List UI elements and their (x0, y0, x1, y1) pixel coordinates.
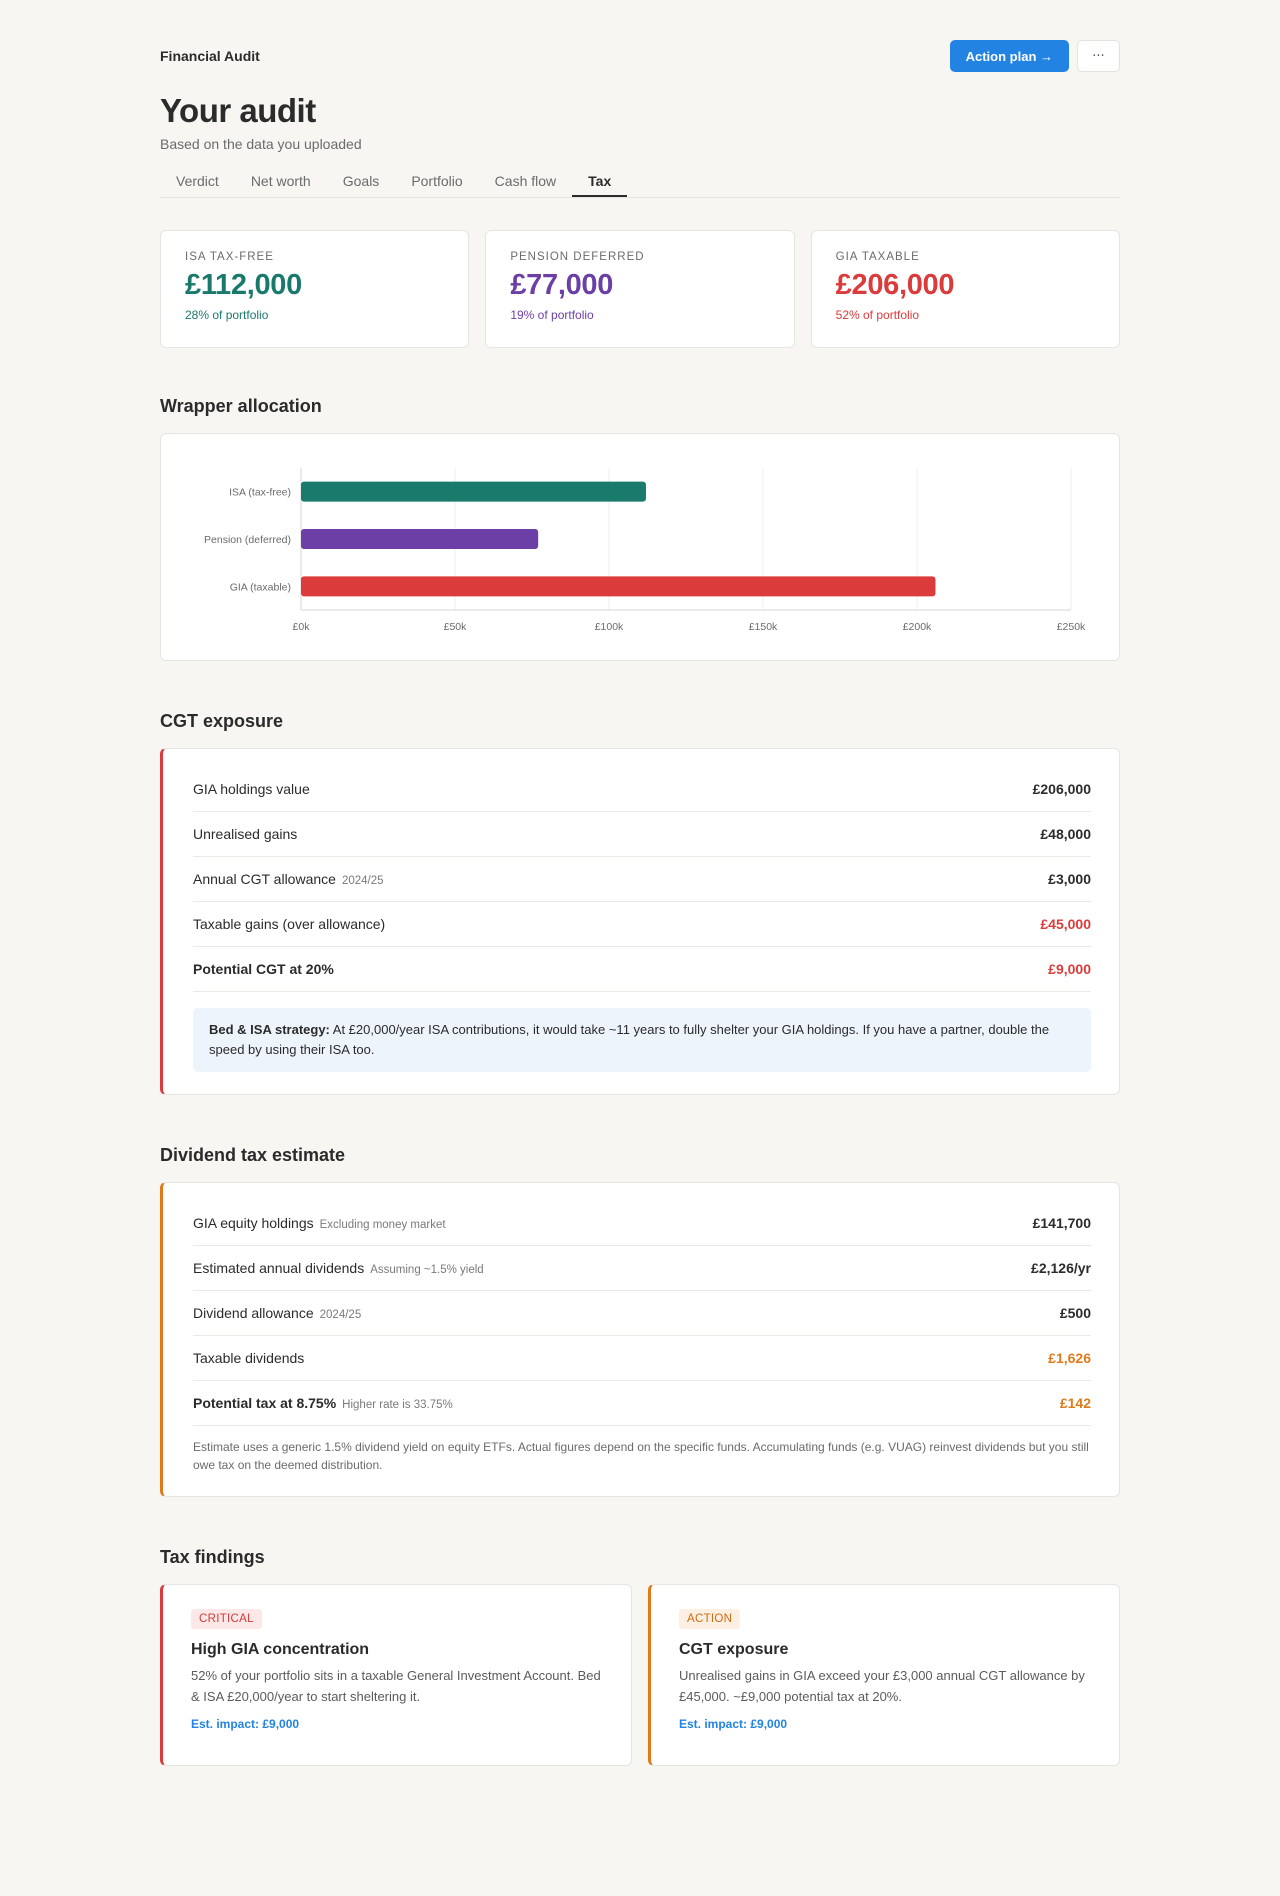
severity-badge: ACTION (679, 1609, 740, 1629)
tab-portfolio[interactable]: Portfolio (411, 173, 463, 189)
section-title: Dividend tax estimate (160, 1145, 346, 1165)
finding-card (160, 1584, 632, 1766)
finding-body: Unrealised gains in GIA exceed your £3,000 annual CGT allowance by £45,000. ~£9,000 potential tax at 20%. (679, 1668, 1085, 1704)
app-title: Financial Audit (160, 48, 260, 64)
row-value: £206,000 (1032, 781, 1091, 797)
wrapper-allocation-chart (160, 433, 1120, 661)
severity-badge: CRITICAL (191, 1609, 262, 1629)
row-label-group (193, 961, 334, 977)
callout-strong: Bed & ISA strategy: (209, 1022, 330, 1037)
bar (301, 529, 538, 549)
table-row (193, 1201, 1091, 1246)
bar (301, 576, 935, 596)
page-subtitle: Based on the data you uploaded (160, 136, 362, 152)
row-value: £500 (1059, 1305, 1091, 1321)
action-plan-button[interactable]: Action plan → (950, 40, 1069, 72)
row-label: Dividend allowance (193, 1305, 314, 1321)
more-options-button[interactable]: ··· (1077, 40, 1120, 72)
stat-label: ISA TAX-FREE (185, 251, 274, 263)
callout-text: At £20,000/year ISA contributions, it would take ~11 years to fully shelter your GIA holdings. If you have a partner, double the speed by using their ISA too. (209, 1022, 1050, 1057)
cgt-section (160, 711, 1120, 1095)
category-label: Pension (deferred) (204, 534, 291, 546)
chart-svg (161, 434, 1119, 660)
wrapper-allocation-section (160, 396, 1120, 661)
section-title: Wrapper allocation (160, 396, 322, 416)
row-label-group (193, 1260, 484, 1276)
dividend-panel (160, 1182, 1120, 1497)
dividend-rows (193, 1201, 1091, 1426)
finding-impact: Est. impact: £9,000 (679, 1717, 788, 1731)
bar (301, 482, 646, 502)
stat-note: 28% of portfolio (185, 308, 269, 322)
page-title: Your audit (160, 92, 316, 129)
stat-value: £77,000 (510, 269, 614, 301)
top-actions (950, 40, 1120, 72)
stat-label: GIA TAXABLE (835, 251, 920, 263)
cgt-panel (160, 748, 1120, 1095)
table-row (193, 812, 1091, 857)
row-label: Estimated annual dividends (193, 1260, 365, 1276)
finding-body: 52% of your portfolio sits in a taxable General Investment Account. Bed & ISA £20,000/year to start sheltering it. (191, 1668, 601, 1704)
table-row (193, 767, 1091, 812)
row-label-group (193, 826, 297, 842)
stat-note: 19% of portfolio (510, 308, 594, 322)
x-tick-label: £150k (748, 621, 778, 633)
row-value: £2,126/yr (1031, 1260, 1091, 1276)
x-tick-label: £100k (594, 621, 624, 633)
row-label-group (193, 1215, 446, 1231)
tab-bar (160, 166, 1120, 198)
table-row (193, 947, 1091, 992)
row-label: GIA equity holdings (193, 1215, 314, 1231)
table-row (193, 1381, 1091, 1426)
x-tick-label: £250k (1056, 621, 1086, 633)
row-hint: Assuming ~1.5% yield (370, 1264, 484, 1276)
row-value: £141,700 (1032, 1215, 1091, 1231)
section-title: CGT exposure (160, 711, 284, 731)
tab-goals[interactable]: Goals (342, 173, 380, 189)
finding-impact: Est. impact: £9,000 (191, 1717, 300, 1731)
row-label: Taxable gains (over allowance) (193, 916, 386, 932)
stat-value: £112,000 (185, 269, 302, 301)
row-label: Potential CGT at 20% (193, 961, 334, 977)
row-value: £142 (1059, 1395, 1091, 1411)
finding-title: CGT exposure (679, 1641, 789, 1658)
finding-title: High GIA concentration (191, 1641, 370, 1658)
row-label-group (193, 1350, 304, 1366)
row-label: Potential tax at 8.75% (193, 1395, 337, 1411)
row-label: Annual CGT allowance (193, 871, 336, 887)
category-label: GIA (taxable) (229, 581, 291, 594)
tab-cash-flow[interactable]: Cash flow (494, 173, 557, 189)
row-hint: 2024/25 (319, 1309, 362, 1321)
row-hint: 2024/25 (341, 875, 384, 887)
top-bar (160, 40, 1120, 72)
stat-card-pension (485, 230, 794, 348)
table-row (193, 1291, 1091, 1336)
x-tick-label: £50k (443, 621, 467, 633)
audit-page (160, 0, 1120, 1766)
row-label-group (193, 1395, 453, 1411)
findings-list (160, 1584, 1120, 1766)
row-hint: Excluding money market (319, 1219, 446, 1231)
tab-net-worth[interactable]: Net worth (250, 173, 311, 189)
row-label: Taxable dividends (193, 1350, 305, 1366)
row-value: £3,000 (1048, 871, 1091, 887)
row-label-group (193, 781, 310, 797)
finding-card (648, 1584, 1120, 1766)
row-label: Unrealised gains (193, 826, 298, 842)
row-hint: Higher rate is 33.75% (342, 1399, 453, 1411)
x-tick-label: £200k (902, 621, 932, 633)
row-value: £9,000 (1048, 961, 1091, 977)
row-label-group (193, 916, 385, 932)
row-label-group (193, 1305, 361, 1321)
x-tick-label: £0k (292, 621, 310, 633)
tax-findings-section (160, 1547, 1120, 1766)
row-label-group (193, 871, 384, 887)
row-value: £45,000 (1040, 916, 1091, 932)
row-value: £48,000 (1040, 826, 1091, 842)
table-row (193, 1336, 1091, 1381)
stat-card-isa (160, 230, 469, 348)
row-label: GIA holdings value (193, 781, 310, 797)
tab-verdict[interactable]: Verdict (176, 173, 219, 189)
bed-isa-callout (193, 1008, 1091, 1072)
stat-cards (160, 230, 1120, 348)
table-row (193, 857, 1091, 902)
table-row (193, 1246, 1091, 1291)
category-label: ISA (tax-free) (229, 486, 291, 499)
dividend-section (160, 1145, 1120, 1497)
section-title: Tax findings (160, 1547, 265, 1567)
tab-tax[interactable]: Tax (572, 166, 627, 197)
stat-value: £206,000 (835, 269, 955, 301)
cgt-rows (193, 767, 1091, 992)
table-row (193, 902, 1091, 947)
row-value: £1,626 (1048, 1350, 1091, 1366)
stat-note: 52% of portfolio (835, 308, 920, 322)
stat-card-gia (811, 230, 1120, 348)
dividend-note: Estimate uses a generic 1.5% dividend yield on equity ETFs. Actual figures depend on the specific funds. Accumulating funds (e.g. VUAG) reinvest dividends but you still owe tax on the deemed distribution. (193, 1440, 1089, 1472)
stat-label: PENSION DEFERRED (510, 251, 645, 263)
